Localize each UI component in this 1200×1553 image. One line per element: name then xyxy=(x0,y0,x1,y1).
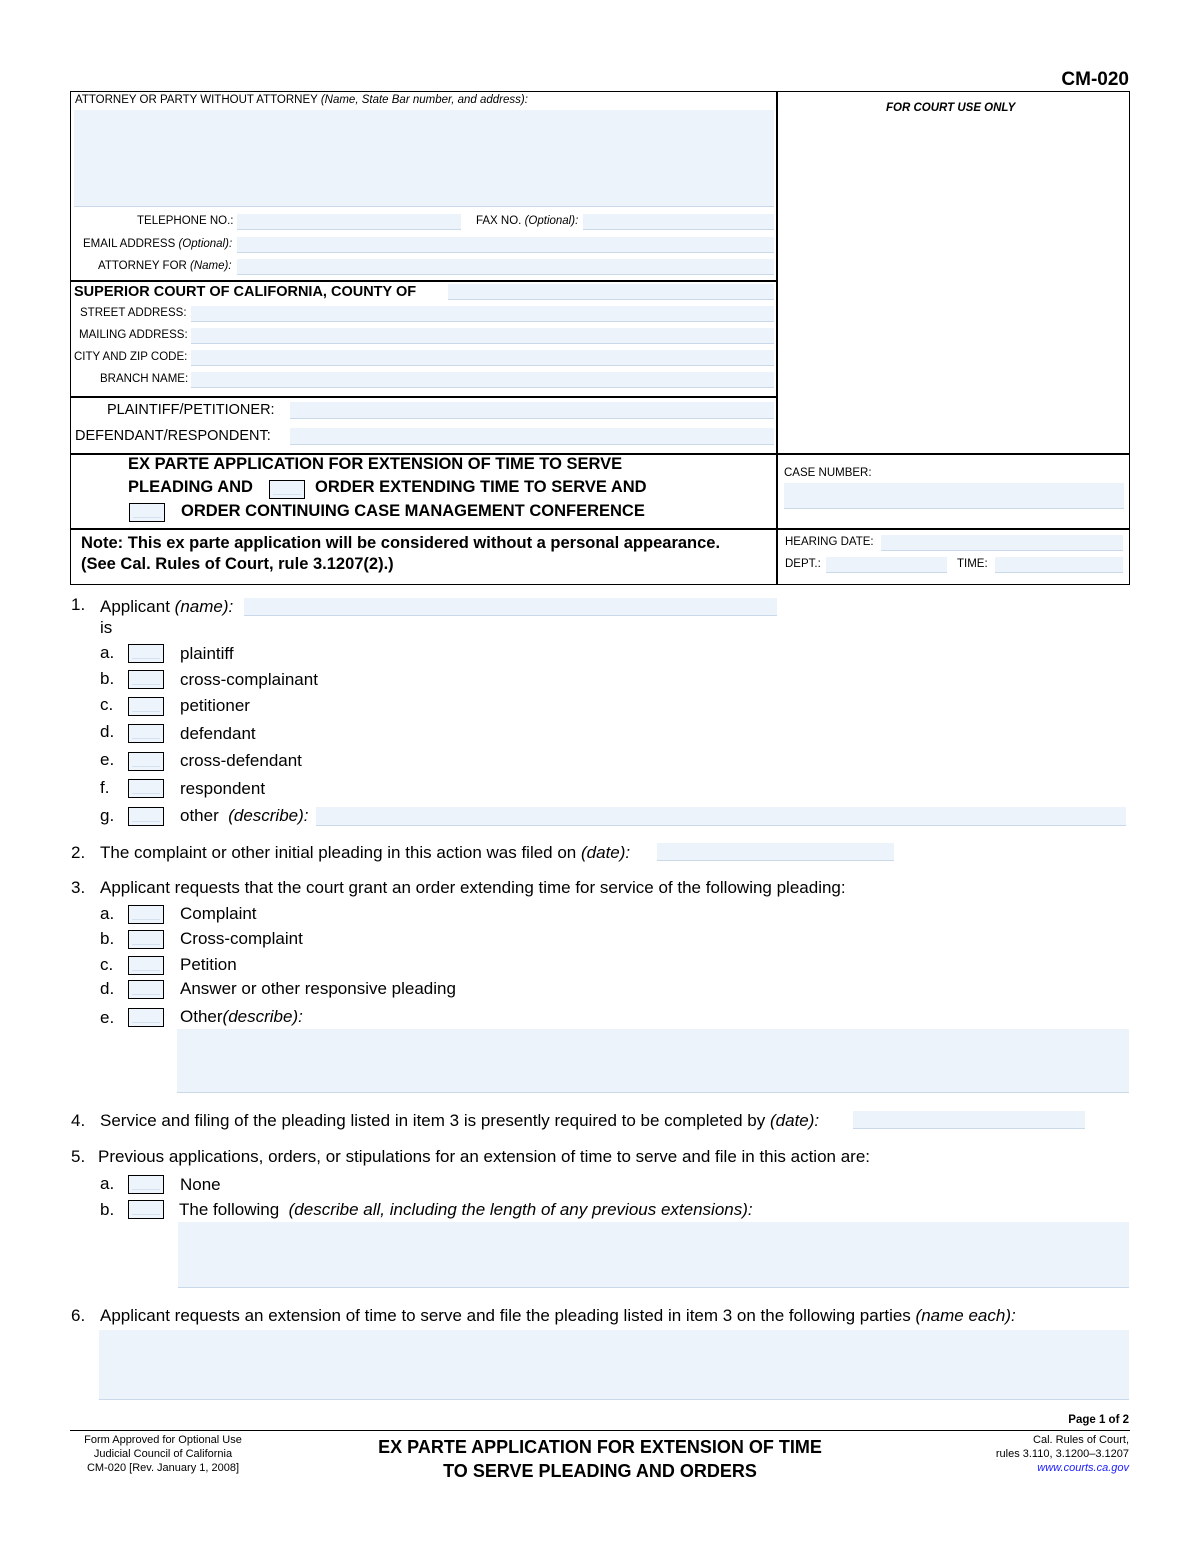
form-title-line2b: ORDER EXTENDING TIME TO SERVE AND xyxy=(315,478,647,496)
court-use-label: FOR COURT USE ONLY xyxy=(886,102,1016,114)
the-following-checkbox[interactable] xyxy=(128,1200,164,1219)
city-field[interactable] xyxy=(191,350,774,366)
item6-number: 6. xyxy=(71,1306,86,1325)
form-title-line1: EX PARTE APPLICATION FOR EXTENSION OF TIME TO SERVE xyxy=(128,455,623,473)
page-number: Page 1 of 2 xyxy=(1068,1414,1129,1426)
parties-field[interactable] xyxy=(99,1330,1129,1400)
plaintiff-label: PLAINTIFF/PETITIONER: xyxy=(107,402,275,418)
form-title-line2a: PLEADING AND xyxy=(128,478,253,496)
petition-checkbox[interactable] xyxy=(128,956,164,975)
attorney-info-field[interactable] xyxy=(74,110,774,207)
none-checkbox[interactable] xyxy=(128,1175,164,1194)
item4-number: 4. xyxy=(71,1111,86,1130)
footer-right xyxy=(909,1433,1129,1475)
required-date-field[interactable] xyxy=(853,1111,1085,1129)
item1-a-label: plaintiff xyxy=(180,644,234,663)
caption-divider xyxy=(776,91,778,585)
filed-date-field[interactable] xyxy=(657,843,894,861)
item1-e-letter: e. xyxy=(100,750,115,769)
attorney-label: ATTORNEY OR PARTY WITHOUT ATTORNEY (Name, State Bar number, and address): xyxy=(75,94,528,106)
mailing-label: MAILING ADDRESS: xyxy=(79,329,188,341)
email-label: EMAIL ADDRESS (Optional): xyxy=(83,238,233,250)
form-title-line3: ORDER CONTINUING CASE MANAGEMENT CONFERENCE xyxy=(181,502,645,520)
footer-rule xyxy=(70,1430,1130,1431)
order-continuing-checkbox[interactable] xyxy=(129,503,165,522)
item3-b-letter: b. xyxy=(100,929,115,948)
answer-checkbox[interactable] xyxy=(128,980,164,999)
item3-d-label: Answer or other responsive pleading xyxy=(180,979,456,998)
item3-a-letter: a. xyxy=(100,904,115,923)
email-field[interactable] xyxy=(237,237,774,253)
branch-label: BRANCH NAME: xyxy=(100,373,189,385)
fax-field[interactable] xyxy=(583,214,774,230)
item3-number: 3. xyxy=(71,878,86,897)
time-label: TIME: xyxy=(957,558,988,570)
footer-left-line2: Judicial Council of California xyxy=(93,1448,233,1460)
case-number-field[interactable] xyxy=(784,483,1124,509)
footer-left xyxy=(70,1433,256,1475)
attorney-for-label: ATTORNEY FOR (Name): xyxy=(98,260,232,272)
item5-text: Previous applications, orders, or stipulations for an extension of time to serve and file in this action are: xyxy=(98,1147,871,1166)
order-extending-checkbox[interactable] xyxy=(269,480,305,499)
item2-number: 2. xyxy=(71,843,86,862)
item1-g-letter: g. xyxy=(100,806,115,825)
cross-complaint-checkbox[interactable] xyxy=(128,930,164,949)
petitioner-checkbox[interactable] xyxy=(128,697,164,716)
item3-e-label: Other(describe): xyxy=(180,1007,303,1026)
item1-d-label: defendant xyxy=(180,724,256,743)
court-title: SUPERIOR COURT OF CALIFORNIA, COUNTY OF xyxy=(74,284,417,300)
item1-d-letter: d. xyxy=(100,722,115,741)
item3-a-label: Complaint xyxy=(180,904,257,923)
county-field[interactable] xyxy=(448,284,774,300)
time-field[interactable] xyxy=(995,557,1123,573)
footer-title-line2: TO SERVE PLEADING AND ORDERS xyxy=(443,1461,757,1481)
defendant-checkbox[interactable] xyxy=(128,724,164,743)
item1-b-letter: b. xyxy=(100,669,115,688)
mailing-field[interactable] xyxy=(191,328,774,344)
other-pleading-describe-field[interactable] xyxy=(177,1029,1129,1093)
item4-text: Service and filing of the pleading listed in item 3 is presently required to be completed by (date): xyxy=(100,1111,820,1130)
respondent-checkbox[interactable] xyxy=(128,779,164,798)
branch-field[interactable] xyxy=(191,372,774,388)
footer-left-line1: Form Approved for Optional Use xyxy=(84,1434,242,1446)
dept-field[interactable] xyxy=(826,557,947,573)
caption-rule xyxy=(70,280,777,282)
courts-website-link[interactable]: www.courts.ca.gov xyxy=(1037,1462,1129,1474)
item3-e-letter: e. xyxy=(100,1008,115,1027)
caption-rule xyxy=(70,528,1130,530)
other-pleading-checkbox[interactable] xyxy=(128,1008,164,1027)
item3-text: Applicant requests that the court grant an order extending time for service of the following pleading: xyxy=(100,878,846,897)
case-number-label: CASE NUMBER: xyxy=(784,467,872,479)
other-party-describe-field[interactable] xyxy=(316,807,1126,826)
footer-right-line2: rules 3.110, 3.1200–3.1207 xyxy=(995,1448,1129,1460)
item5-a-label: None xyxy=(180,1175,221,1194)
telephone-label: TELEPHONE NO.: xyxy=(137,215,234,227)
item1-text: Applicant (name): xyxy=(100,597,234,616)
item6-text: Applicant requests an extension of time to serve and file the pleading listed in item 3 on the following parties (name each): xyxy=(100,1306,1016,1325)
note-line1: Note: This ex parte application will be considered without a personal appearance. xyxy=(81,534,721,552)
item1-is: is xyxy=(100,618,113,637)
previous-extensions-field[interactable] xyxy=(178,1222,1129,1288)
telephone-field[interactable] xyxy=(237,214,461,230)
item5-number: 5. xyxy=(71,1147,86,1166)
caption-rule xyxy=(70,396,777,398)
plaintiff-field[interactable] xyxy=(290,402,774,419)
footer-right-line1: Cal. Rules of Court, xyxy=(1033,1434,1129,1446)
complaint-checkbox[interactable] xyxy=(128,905,164,924)
item1-b-label: cross-complainant xyxy=(180,670,318,689)
item5-b-letter: b. xyxy=(100,1200,115,1219)
item3-d-letter: d. xyxy=(100,979,115,998)
hearing-date-field[interactable] xyxy=(881,535,1123,551)
street-label: STREET ADDRESS: xyxy=(80,307,187,319)
item2-text: The complaint or other initial pleading in this action was filed on (date): xyxy=(100,843,631,862)
item1-number: 1. xyxy=(71,595,86,614)
item1-a-letter: a. xyxy=(100,643,115,662)
item1-c-letter: c. xyxy=(100,695,114,714)
footer-left-line3: CM-020 [Rev. January 1, 2008] xyxy=(86,1462,240,1474)
item5-b-label: The following (describe all, including the length of any previous extensions): xyxy=(179,1200,753,1219)
item3-b-label: Cross-complaint xyxy=(180,929,303,948)
item1-f-letter: f. xyxy=(100,778,110,797)
other-party-checkbox[interactable] xyxy=(128,807,164,826)
item3-c-letter: c. xyxy=(100,955,114,974)
item5-a-letter: a. xyxy=(100,1174,115,1193)
attorney-for-field[interactable] xyxy=(237,259,774,275)
street-field[interactable] xyxy=(191,306,774,322)
item1-c-label: petitioner xyxy=(180,696,250,715)
item3-c-label: Petition xyxy=(180,955,237,974)
item1-e-label: cross-defendant xyxy=(180,751,302,770)
item1-g-label: other (describe): xyxy=(180,806,309,825)
cross-defendant-checkbox[interactable] xyxy=(128,752,164,771)
applicant-name-field[interactable] xyxy=(244,598,777,616)
footer-title xyxy=(300,1435,900,1483)
defendant-label: DEFENDANT/RESPONDENT: xyxy=(75,428,271,444)
defendant-field[interactable] xyxy=(290,428,774,445)
hearing-date-label: HEARING DATE: xyxy=(785,536,874,548)
form-id: CM-020 xyxy=(1061,69,1129,90)
footer-title-line1: EX PARTE APPLICATION FOR EXTENSION OF TIME xyxy=(378,1437,822,1457)
item1-f-label: respondent xyxy=(180,779,266,798)
cross-complainant-checkbox[interactable] xyxy=(128,670,164,689)
dept-label: DEPT.: xyxy=(785,558,821,570)
fax-label: FAX NO. (Optional): xyxy=(476,215,579,227)
note-line2: (See Cal. Rules of Court, rule 3.1207(2).) xyxy=(81,555,394,573)
plaintiff-checkbox[interactable] xyxy=(128,644,164,663)
city-label: CITY AND ZIP CODE: xyxy=(74,351,188,363)
